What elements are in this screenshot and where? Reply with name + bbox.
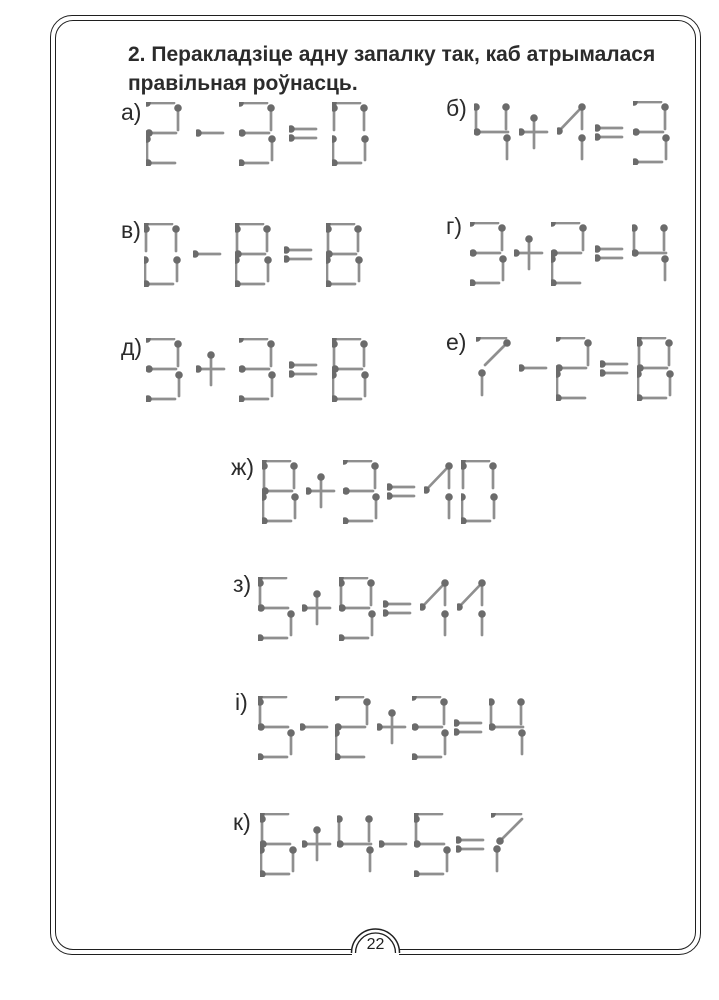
matchstick-head [289, 134, 295, 142]
matchstick-head [239, 159, 245, 166]
matchstick-head [260, 815, 266, 823]
matchstick-head [503, 134, 511, 142]
matchstick-head [337, 840, 344, 848]
matchstick-head [441, 729, 449, 737]
matchstick-digit-2 [146, 102, 183, 166]
matchstick-digit-8 [262, 460, 299, 524]
matchstick-digit-1 [457, 577, 487, 641]
matchstick-head [193, 250, 199, 258]
matchstick-head [377, 723, 383, 731]
puzzle-label-k: к) [233, 809, 251, 835]
matchstick-head [268, 135, 276, 143]
matchstick-digit-8 [235, 223, 272, 287]
matchstick-digit-3 [239, 338, 276, 402]
puzzle-label-v: в) [121, 217, 141, 243]
equals-sign [600, 337, 630, 401]
puzzle-label-d: д) [121, 334, 143, 360]
matchstick-head [268, 371, 276, 379]
matchstick-head [633, 158, 639, 165]
matchstick-head [343, 487, 350, 495]
puzzle-equation-g [470, 222, 669, 286]
matchstick-head [556, 394, 562, 401]
matchstick-head [239, 129, 246, 137]
matchstick-head [335, 696, 340, 701]
plus-sign [377, 696, 407, 760]
puzzle-equation-k [260, 813, 527, 877]
matchstick-head [478, 579, 486, 587]
matchstick-head [239, 102, 244, 107]
matchstick-head [595, 124, 601, 132]
matchstick-digit-4 [632, 222, 669, 286]
matchstick-head [343, 460, 348, 465]
matchstick-digit-0 [332, 102, 369, 166]
matchstick-head [578, 103, 586, 111]
matchstick-head [332, 395, 338, 402]
matchstick-head [175, 371, 183, 379]
matchstick-head [372, 493, 380, 501]
matchstick-head [146, 102, 151, 107]
matchstick-head [196, 365, 202, 373]
matchstick-head [474, 128, 481, 136]
matchstick-head [317, 473, 325, 481]
matchstick-head [632, 249, 639, 257]
matchstick-head [600, 369, 606, 377]
puzzle-equation-b [474, 101, 670, 165]
matchstick-head [454, 719, 460, 727]
matchstick-head [383, 600, 389, 608]
matchstick-digit-8 [332, 338, 369, 402]
matchstick-head [332, 104, 338, 112]
matchstick-head [332, 159, 338, 166]
matchstick [422, 584, 444, 607]
matchstick-head [267, 104, 275, 112]
matchstick-head [412, 696, 417, 701]
matchstick-head [306, 487, 312, 495]
matchstick-head [551, 279, 557, 286]
matchstick-head [313, 826, 321, 834]
matchstick-digit-7 [476, 337, 512, 401]
matchstick-head [584, 339, 592, 347]
matchstick-digit-1 [420, 577, 450, 641]
matchstick-head [414, 815, 420, 823]
matchstick-head [503, 339, 511, 347]
matchstick-digit-1 [424, 460, 454, 524]
equals-sign [454, 696, 484, 760]
matchstick-head [579, 224, 587, 232]
matchstick-head [489, 723, 496, 731]
matchstick-head [300, 723, 306, 731]
plus-sign [196, 338, 226, 402]
matchstick-head [461, 493, 466, 501]
matchstick-head [354, 225, 362, 233]
matchstick-digit-8 [326, 223, 363, 287]
matchstick-head [260, 870, 266, 877]
matchstick-digit-2 [551, 222, 588, 286]
matchstick-head [235, 225, 241, 233]
matchstick-head [365, 815, 373, 823]
minus-sign [196, 102, 226, 166]
matchstick-head [595, 133, 601, 141]
matchstick-digit-0 [144, 223, 181, 287]
matchstick-digit-4 [337, 813, 374, 877]
matchstick-head [470, 222, 475, 227]
matchstick-head [339, 604, 346, 612]
matchstick-head [174, 104, 182, 112]
matchstick-head [332, 340, 338, 348]
matchstick-head [514, 249, 520, 257]
matchstick-digit-5 [258, 577, 295, 641]
equals-sign [289, 102, 319, 166]
matchstick-head [360, 340, 368, 348]
matchstick-head [578, 134, 586, 142]
matchstick-head [326, 280, 332, 287]
equals-sign [387, 460, 417, 524]
matchstick-head [258, 723, 265, 731]
matchstick-head [633, 101, 638, 106]
minus-sign [300, 696, 330, 760]
matchstick [500, 819, 522, 841]
matchstick-head [666, 370, 674, 378]
puzzle-equation-e [476, 337, 674, 401]
matchstick-head [441, 579, 449, 587]
matchstick-head [556, 337, 561, 342]
matchstick-head [490, 493, 498, 501]
matchstick-head [239, 338, 244, 343]
plus-sign [302, 577, 332, 641]
matchstick-head [478, 610, 486, 618]
plus-sign [302, 813, 332, 877]
matchstick-head [361, 371, 369, 379]
matchstick-head [146, 338, 151, 343]
puzzle-label-g: г) [446, 213, 463, 239]
matchstick-head [339, 579, 345, 587]
matchstick-digit-6 [260, 813, 297, 877]
matchstick-head [440, 698, 448, 706]
matchstick-head [287, 610, 295, 618]
matchstick [459, 584, 481, 607]
matchstick-head [146, 395, 152, 402]
matchstick-head [388, 709, 396, 717]
matchstick-digit-5 [414, 813, 451, 877]
matchstick-head [173, 256, 181, 264]
matchstick-head [519, 364, 525, 372]
matchstick-digit-7 [491, 813, 527, 877]
equals-sign [289, 338, 319, 402]
matchstick-head [379, 840, 385, 848]
matchstick-head [660, 224, 668, 232]
matchstick-head [456, 836, 462, 844]
matchstick-head [367, 579, 375, 587]
matchstick-head [239, 395, 245, 402]
matchstick-head [289, 125, 295, 133]
matchstick-head [502, 103, 510, 111]
matchstick-digit-4 [489, 696, 526, 760]
matchstick-head [258, 604, 265, 612]
matchstick-head [470, 279, 476, 286]
matchstick-digit-3 [239, 102, 276, 166]
matchstick-head [498, 224, 506, 232]
matchstick-head [493, 845, 501, 853]
matchstick-head [360, 104, 368, 112]
matchstick-head [313, 590, 321, 598]
matchstick-head [343, 517, 349, 524]
puzzle-label-zh: ж) [231, 454, 255, 480]
matchstick-head [366, 846, 374, 854]
matchstick-head [262, 462, 268, 470]
matchstick-head [445, 493, 453, 501]
matchstick-head [595, 254, 601, 262]
matchstick-head [414, 840, 421, 848]
matchstick-digit-4 [474, 101, 511, 165]
matchstick-head [235, 280, 241, 287]
matchstick-head [144, 256, 149, 264]
matchstick-head [291, 493, 299, 501]
matchstick-head [461, 462, 467, 470]
matchstick-head [267, 340, 275, 348]
matchstick-head [489, 698, 495, 706]
puzzle-equation-a [146, 102, 369, 166]
matchstick-head [637, 394, 643, 401]
matchstick-head [470, 249, 477, 257]
matchstick-head [146, 365, 153, 373]
minus-sign [193, 223, 223, 287]
matchstick-head [387, 483, 393, 491]
matchstick-head [633, 128, 640, 136]
matchstick-head [600, 360, 606, 368]
equals-sign [595, 222, 625, 286]
matchstick-head [258, 579, 264, 587]
puzzle-label-e: е) [446, 329, 467, 355]
matchstick-head [414, 870, 420, 877]
plus-sign [306, 460, 336, 524]
matchstick-head [326, 225, 332, 233]
matchstick-head [383, 609, 389, 617]
equals-sign [595, 101, 625, 165]
matchstick-head [258, 634, 264, 641]
matchstick-head [661, 103, 669, 111]
plus-sign [519, 101, 549, 165]
matchstick-head [363, 698, 371, 706]
puzzle-label-z: з) [233, 571, 252, 597]
matchstick-head [441, 610, 449, 618]
matchstick-digit-8 [637, 337, 674, 401]
puzzle-equation-i [258, 696, 526, 760]
matchstick-head [207, 351, 215, 359]
matchstick-head [445, 462, 453, 470]
puzzle-label-i: і) [235, 689, 248, 715]
task-heading: 2. Перакладзіце адну запалку так, каб атрымалася правільная роўнасць. [128, 43, 656, 95]
matchstick-head [174, 340, 182, 348]
matchstick-digit-9 [339, 577, 376, 641]
matchstick-head [258, 753, 264, 760]
matchstick-head [499, 255, 507, 263]
puzzle-equation-d [146, 338, 369, 402]
matchstick-head [632, 224, 638, 232]
matchstick-head [287, 729, 295, 737]
matchstick-head [518, 729, 526, 737]
matchstick-head [443, 846, 451, 854]
matchstick-digit-0 [461, 460, 498, 524]
puzzle-label-b: б) [446, 95, 467, 121]
matchstick-digit-3 [633, 101, 670, 165]
matchstick-head [461, 517, 467, 524]
puzzle-equation-v [144, 223, 363, 287]
matchstick-digit-2 [556, 337, 593, 401]
puzzle-equation-z [258, 577, 487, 641]
matchstick-head [530, 114, 538, 122]
matchstick-head [474, 103, 480, 111]
matchstick-head [476, 337, 481, 342]
matchstick-head [290, 462, 298, 470]
matchstick-head [361, 135, 369, 143]
matchstick-digit-3 [146, 338, 183, 402]
matchstick-head [144, 225, 150, 233]
matchstick-digit-3 [470, 222, 507, 286]
matchstick-head [661, 255, 669, 263]
matchstick-head [491, 813, 496, 818]
equals-sign [284, 223, 314, 287]
matchstick-head [595, 245, 601, 253]
puzzle-label-a: а) [121, 99, 142, 125]
matchstick-head [144, 280, 150, 287]
matchstick [426, 467, 448, 490]
matchstick-head [387, 492, 393, 500]
matchstick-head [196, 129, 202, 137]
matchstick-head [665, 339, 673, 347]
matchstick-head [302, 840, 308, 848]
matchstick-head [239, 365, 246, 373]
matchstick-head [478, 369, 486, 377]
matchstick-head [289, 361, 295, 369]
equals-sign [383, 577, 413, 641]
matchstick-head [637, 339, 643, 347]
plus-sign [514, 222, 544, 286]
puzzle-equation-zh [262, 460, 498, 524]
matchstick-head [456, 845, 462, 853]
matchstick-head [454, 728, 460, 736]
matchstick-head [335, 753, 341, 760]
matchstick-head [302, 604, 308, 612]
matchstick-head [371, 462, 379, 470]
matchstick-head [412, 723, 419, 731]
page-number: 22 [366, 936, 385, 953]
matchstick-digit-1 [557, 101, 587, 165]
matchstick-head [339, 634, 345, 641]
matchstick-head [172, 225, 180, 233]
matchstick-digit-2 [335, 696, 372, 760]
matchstick-digit-3 [412, 696, 449, 760]
matchstick-head [289, 846, 297, 854]
matchstick-head [284, 246, 290, 254]
matchstick-head [337, 815, 343, 823]
matchstick [559, 108, 581, 131]
matchstick-head [551, 222, 556, 227]
matchstick-head [258, 698, 264, 706]
matchstick-head [525, 235, 533, 243]
minus-sign [379, 813, 409, 877]
matchstick-head [263, 225, 271, 233]
matchstick-digit-5 [258, 696, 295, 760]
matchstick-head [284, 255, 290, 263]
matchstick-head [355, 256, 363, 264]
matchstick-head [517, 698, 525, 706]
matchstick [485, 343, 507, 365]
matchstick-head [146, 159, 152, 166]
minus-sign [519, 337, 549, 401]
page-number-bump [341, 921, 410, 956]
matchstick-head [289, 370, 295, 378]
matchstick-head [262, 517, 268, 524]
matchstick-digit-3 [343, 460, 380, 524]
matchstick-head [332, 135, 337, 143]
matchstick-head [368, 610, 376, 618]
matchstick-head [496, 837, 504, 845]
equals-sign [456, 813, 486, 877]
matchstick-head [489, 462, 497, 470]
matchstick-head [264, 256, 272, 264]
matchstick-head [412, 753, 418, 760]
matchstick-head [519, 128, 525, 136]
matchstick-head [662, 134, 670, 142]
